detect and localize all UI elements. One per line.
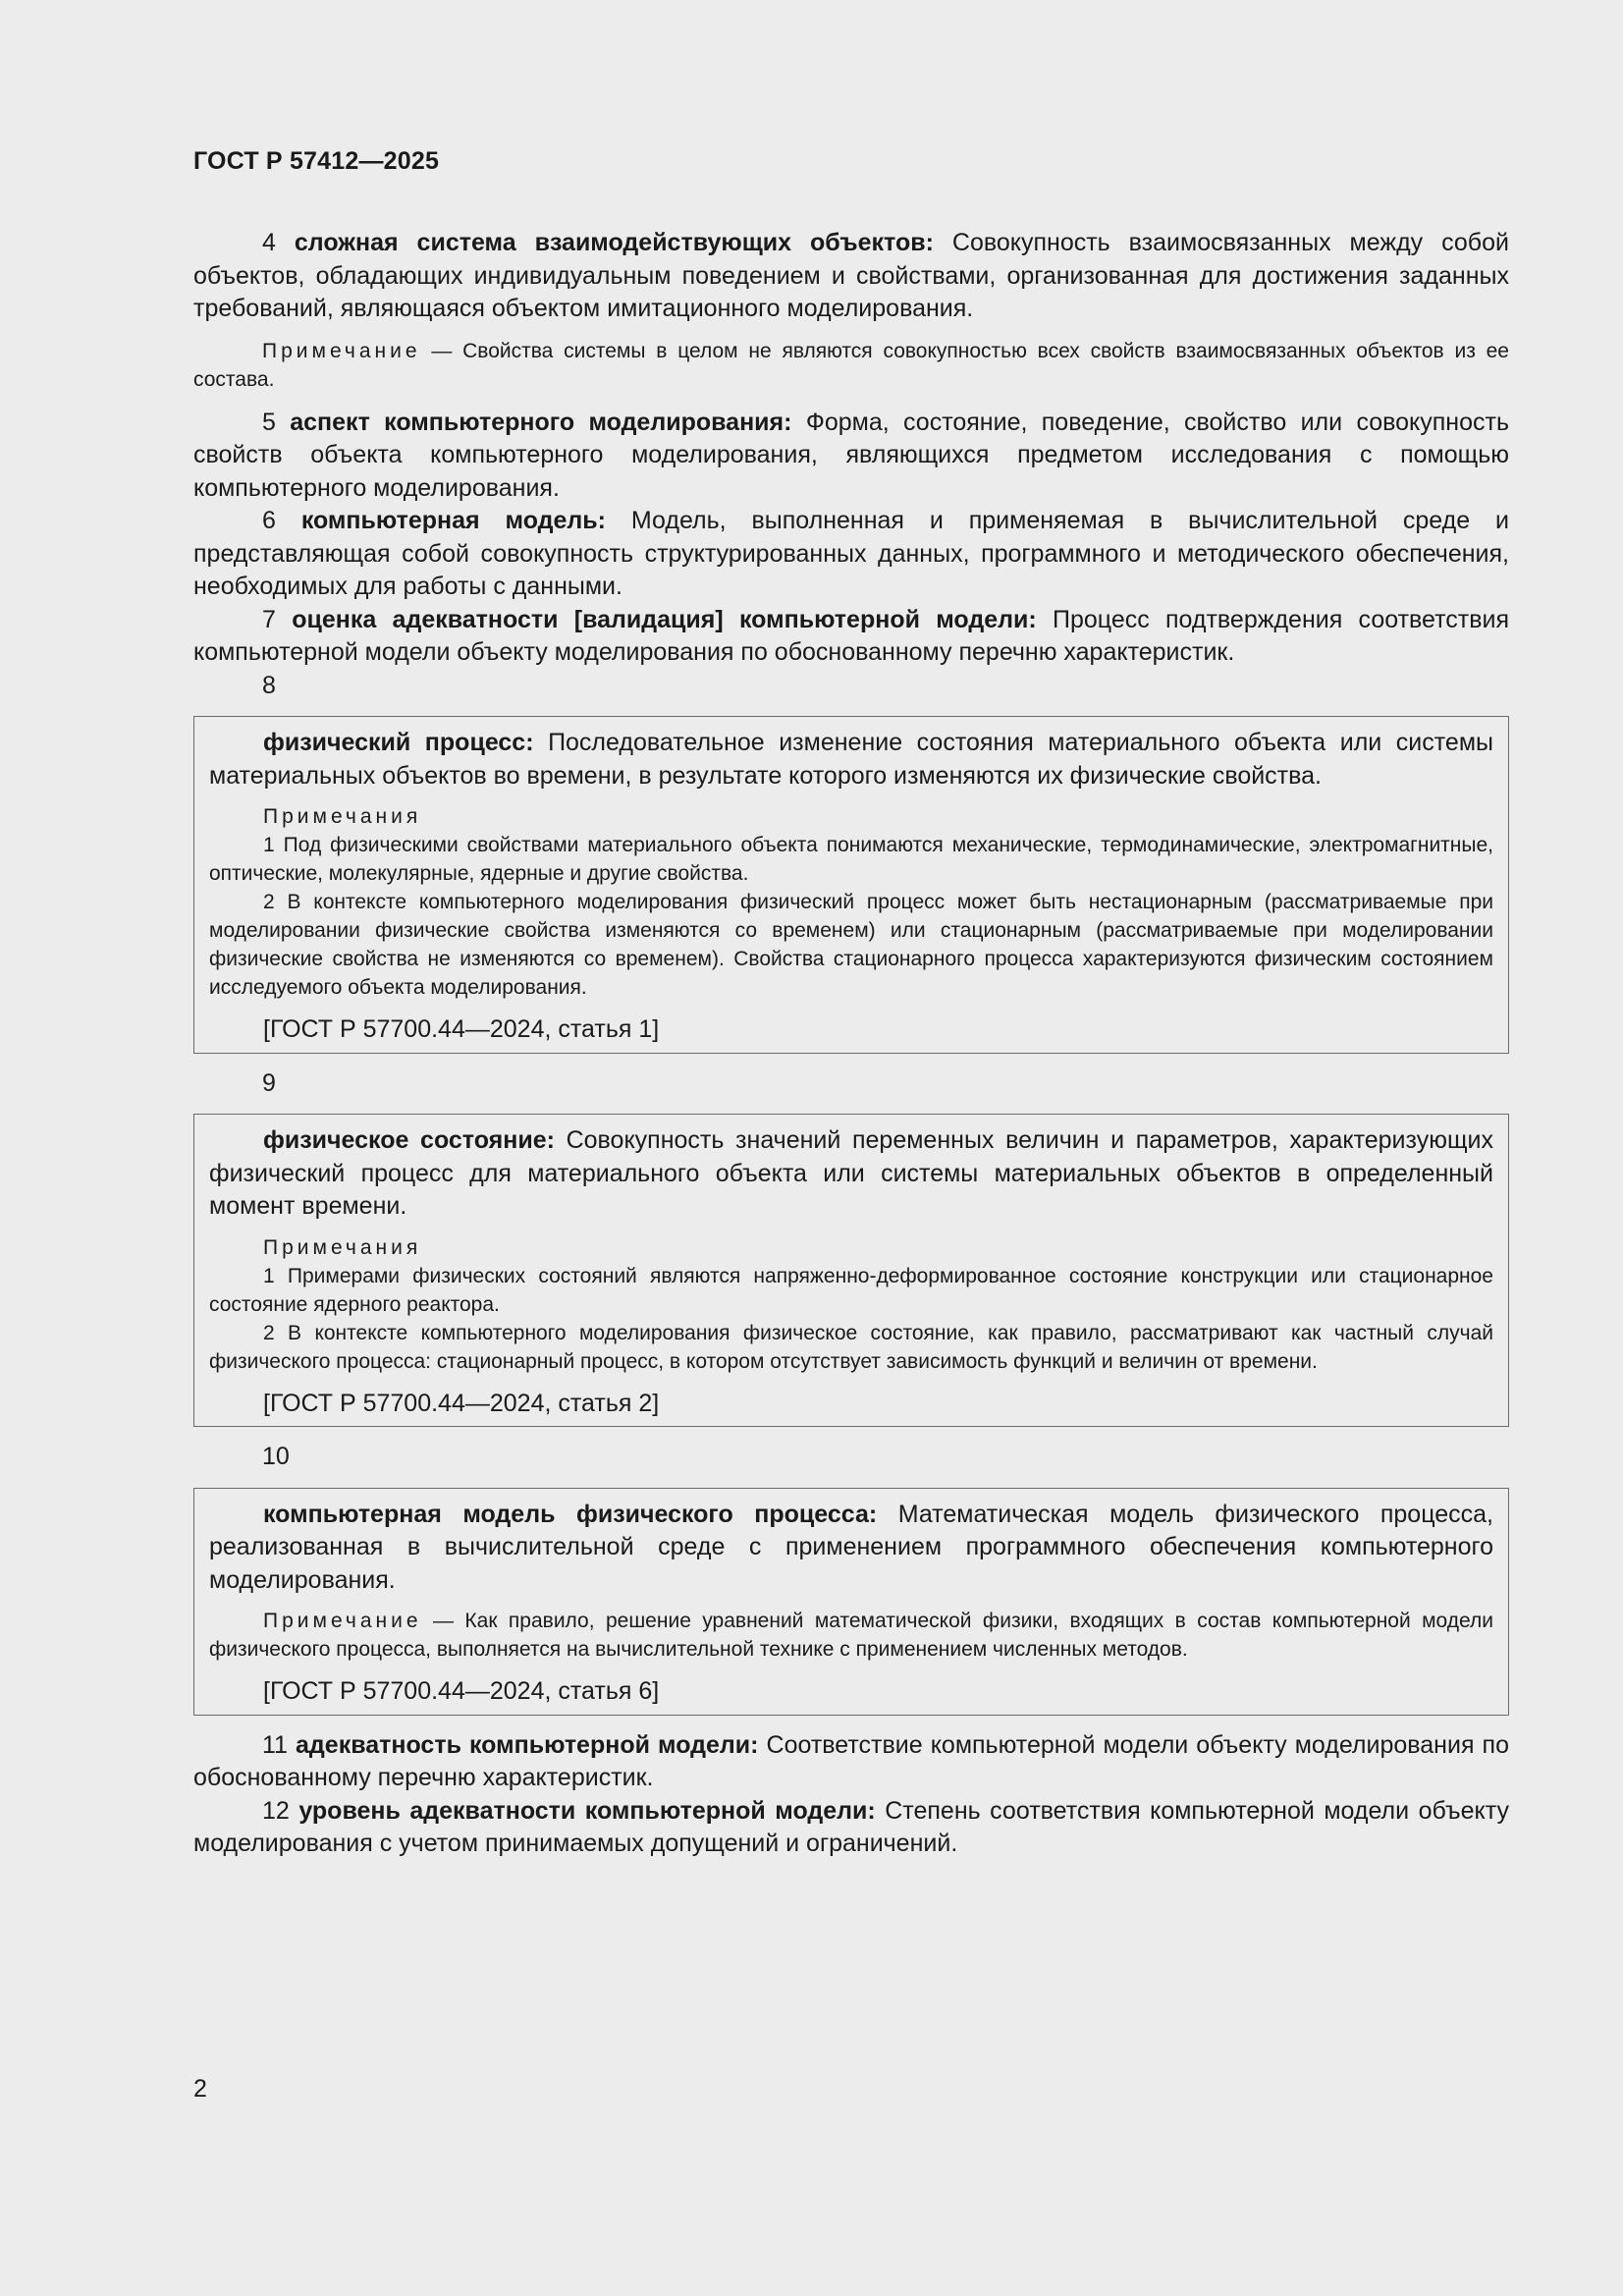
note-item-1: 1 Примерами физических состояний являются напряженно-деформированное состояние конструкции или стационарное состояние ядерного реактора. (209, 1264, 1493, 1316)
term-definition: Последовательное изменение состояния материального объекта или системы материальных объектов во времени, в результате которого изменяются их физические свойства. (209, 729, 1493, 790)
note-text: — Свойства системы в целом не являются совокупностью всех свойств взаимосвязанных объектов из ее состава. (193, 339, 1509, 391)
term-title: аспект компьютерного моделирования: (290, 408, 792, 436)
term-box-9 (193, 1114, 1509, 1427)
entry-number-8: 8 (262, 671, 276, 699)
term-entry-8 (209, 727, 1493, 793)
term-title: физический процесс: (263, 729, 534, 756)
source-reference: [ГОСТ Р 57700.44—2024, статья 1] (263, 1015, 660, 1043)
source-reference: [ГОСТ Р 57700.44—2024, статья 2] (263, 1389, 660, 1417)
term-definition: Соответствие компьютерной модели объекту моделирования по обоснованному перечню характеристик. (193, 1730, 1509, 1791)
note-item-1: 1 Под физическими свойствами материального объекта понимаются механические, термодинамические, электромагнитные, оптические, молекулярные, ядерные и другие свойства. (209, 834, 1493, 885)
term-entry-11 (193, 1729, 1509, 1795)
term-title: компьютерная модель физического процесса: (263, 1500, 878, 1528)
entry-number: 11 (262, 1730, 288, 1759)
term-entry-5 (193, 407, 1509, 506)
note (193, 337, 1509, 394)
entry-number: 5 (262, 408, 276, 436)
term-title: адекватность компьютерной модели: (296, 1730, 759, 1759)
entry-number-10: 10 (262, 1443, 290, 1470)
note-label: Примечание (262, 339, 421, 362)
document-code: ГОСТ Р 57412—2025 (193, 147, 440, 175)
entry-number: 6 (262, 507, 276, 534)
term-entry-4 (193, 227, 1509, 326)
term-title: оценка адекватности [валидация] компьютерной модели: (292, 605, 1037, 633)
term-definition: Совокупность взаимосвязанных между собой объектов, обладающих индивидуальным поведением и свойствами, организованная для достижения заданных требований, являющаяся объектом имитационного моделирования. (193, 229, 1509, 322)
notes-heading: Примечания (263, 805, 422, 828)
term-definition: Совокупность значений переменных величин и параметров, характеризующих физический процесс для материального объекта или системы материальных объектов в определенный момент времени. (209, 1126, 1493, 1220)
term-entry-6 (193, 505, 1509, 604)
entry-number-9: 9 (262, 1068, 276, 1097)
term-definition: Форма, состояние, поведение, свойство или совокупность свойств объекта компьютерного моделирования, являющихся предметом исследования с помощью компьютерного моделирования. (193, 408, 1509, 502)
term-definition: Модель, выполненная и применяемая в вычислительной среде и представляющая собой совокупность структурированных данных, программного и методического обеспечения, необходимых для работы с данными. (193, 507, 1510, 600)
term-title: компьютерная модель: (300, 507, 606, 534)
page-number: 2 (193, 2075, 207, 2103)
term-definition: Процесс подтверждения соответствия компьютерной модели объекту моделирования по обоснованному перечню характеристик. (193, 605, 1510, 666)
entry-number: 4 (262, 229, 276, 256)
entry-number: 12 (262, 1796, 290, 1825)
note-label: Примечание (263, 1610, 422, 1632)
entry-number: 7 (262, 605, 276, 633)
document-page (193, 147, 1509, 1861)
note-text: — Как правило, решение уравнений математической физики, входящих в состав компьютерной модели физического процесса, выполняется на вычислительной технике с применением численных методов. (209, 1610, 1493, 1661)
term-entry-10 (209, 1499, 1493, 1598)
term-title: физическое состояние: (263, 1126, 555, 1154)
notes-heading: Примечания (263, 1235, 422, 1259)
term-entry-9 (209, 1124, 1493, 1224)
note-item-2: 2 В контексте компьютерного моделирования физическое состояние, как правило, рассматривают как частный случай физического процесса: стационарный процесс, в котором отсутствует зависимость функций и величин от времени. (209, 1321, 1493, 1373)
term-title: уровень адекватности компьютерной модели: (298, 1796, 876, 1825)
note-item-2: 2 В контексте компьютерного моделирования физический процесс может быть нестационарным (рассматриваемые при моделировании физические свойства изменяются со временем) или стационарным (рассматриваемые при моделировании физические свойства не изменяются со временем). Свойства стационарного процесса характеризуются физическим состоянием исследуемого объекта моделирования. (209, 891, 1493, 999)
term-box-8 (193, 716, 1509, 1054)
term-entry-12 (193, 1795, 1509, 1861)
term-entry-7 (193, 604, 1509, 670)
term-box-10 (193, 1488, 1509, 1716)
note (209, 1607, 1493, 1664)
term-definition: Степень соответствия компьютерной модели объекту моделирования с учетом принимаемых допущений и ограничений. (193, 1796, 1509, 1857)
term-title: сложная система взаимодействующих объектов: (294, 229, 934, 256)
term-definition: Математическая модель физического процесса, реализованная в вычислительной среде с применением программного обеспечения компьютерного моделирования. (209, 1500, 1493, 1594)
source-reference: [ГОСТ Р 57700.44—2024, статья 6] (263, 1677, 660, 1705)
